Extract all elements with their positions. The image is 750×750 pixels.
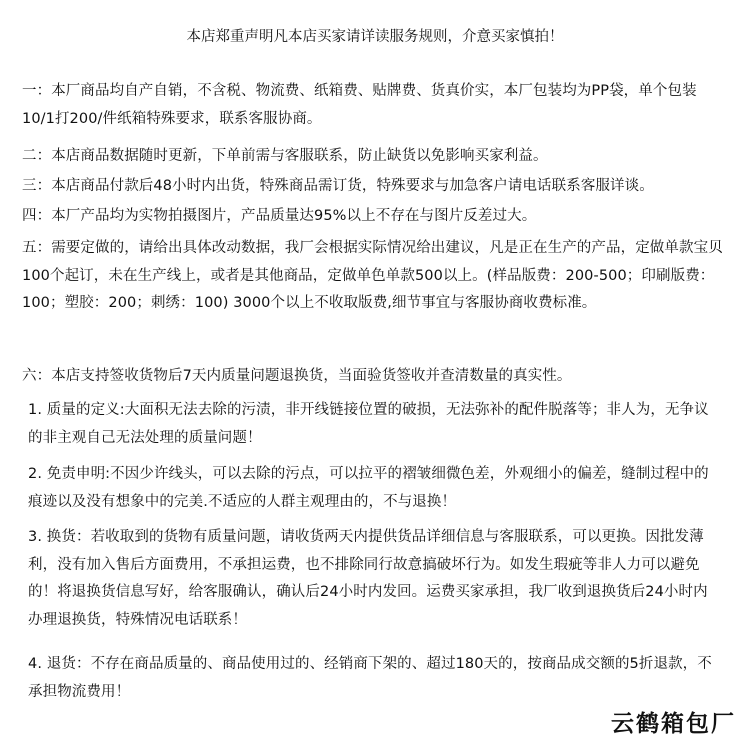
rule-text: 本店支持签收货物后7天内质量问题退换货，当面验货签收并查清数量的真实性。 — [51, 368, 572, 384]
rule-text: 本店商品付款后48小时内出货，特殊商品需订货，特殊要求与加急客户请电话联系客服详谈。 — [51, 178, 654, 194]
rule-2 — [22, 143, 724, 171]
sub-rule-number: 1. — [28, 402, 43, 418]
sub-rule-text: 退货：不存在商品质量的、商品使用过的、经销商下架的、超过180天的，按商品成交额的5折退款，不承担物流费用！ — [28, 656, 712, 700]
rule-number: 六： — [22, 368, 52, 384]
rule-text: 本店商品数据随时更新，下单前需与客服联系，防止缺货以免影响买家利益。 — [51, 148, 548, 164]
rule-4 — [22, 203, 724, 231]
sub-rule-1 — [28, 397, 718, 452]
sub-rule-number: 3. — [28, 529, 43, 545]
rule-number: 二： — [22, 148, 52, 164]
sub-rule-text: 免责申明:不因少许线头，可以去除的污点，可以拉平的褶皱细微色差，外观细小的偏差，缝制过程中的痕迹以及没有想象中的完美.不适应的人群主观理由的，不与退换！ — [28, 466, 709, 510]
rule-5 — [22, 235, 724, 318]
rule-text: 本厂产品均为实物拍摄图片，产品质量达95%以上不存在与图片反差过大。 — [51, 208, 537, 224]
rule-number: 一： — [22, 83, 52, 99]
sub-rule-3 — [28, 524, 718, 634]
sub-rule-text: 质量的定义:大面积无法去除的污渍，非开线链接位置的破损，无法弥补的配件脱落等；非人为，无争议的非主观自己无法处理的质量问题！ — [28, 402, 709, 446]
sub-rule-2 — [28, 461, 718, 516]
sub-rule-4 — [28, 651, 718, 706]
rule-text: 需要定做的，请给出具体改动数据，我厂会根据实际情况给出建议，凡是正在生产的产品，定做单款宝贝100个起订，未在生产线上，或者是其他商品，定做单色单款500以上。(样品版费：200-500；印刷版费：100；塑胶：200；刺绣：100) 3000个以上不收取版费,细节事宜与客服协商收费标准。 — [22, 240, 723, 311]
rule-1 — [22, 78, 724, 133]
rule-3 — [22, 173, 724, 201]
sub-rule-number: 4. — [28, 656, 43, 672]
rule-6 — [22, 363, 724, 391]
rule-text: 本厂商品均自产自销，不含税、物流费、纸箱费、贴牌费、货真价实，本厂包装均为PP袋，单个包装10/1打200/件纸箱特殊要求，联系客服协商。 — [22, 83, 697, 127]
shop-name: 云鹤箱包厂 — [611, 711, 736, 737]
notice-heading: 本店郑重声明凡本店买家请详读服务规则，介意买家慎拍！ — [186, 29, 564, 45]
rule-number: 四： — [22, 208, 52, 224]
rule-number: 五： — [22, 240, 52, 256]
sub-rule-text: 换货：若收取到的货物有质量问题，请收货两天内提供货品详细信息与客服联系，可以更换。因批发薄利，没有加入售后方面费用，不承担运费，也不排除同行故意搞破坏行为。如发生瑕疵等非人力可以避免的！将退换货信息写好，给客服确认，确认后24小时内发回。运费买家承担，我厂收到退换货后24小时内办理退换货，特殊情况电话联系！ — [28, 529, 708, 628]
rule-number: 三： — [22, 178, 52, 194]
sub-rule-number: 2. — [28, 466, 43, 482]
